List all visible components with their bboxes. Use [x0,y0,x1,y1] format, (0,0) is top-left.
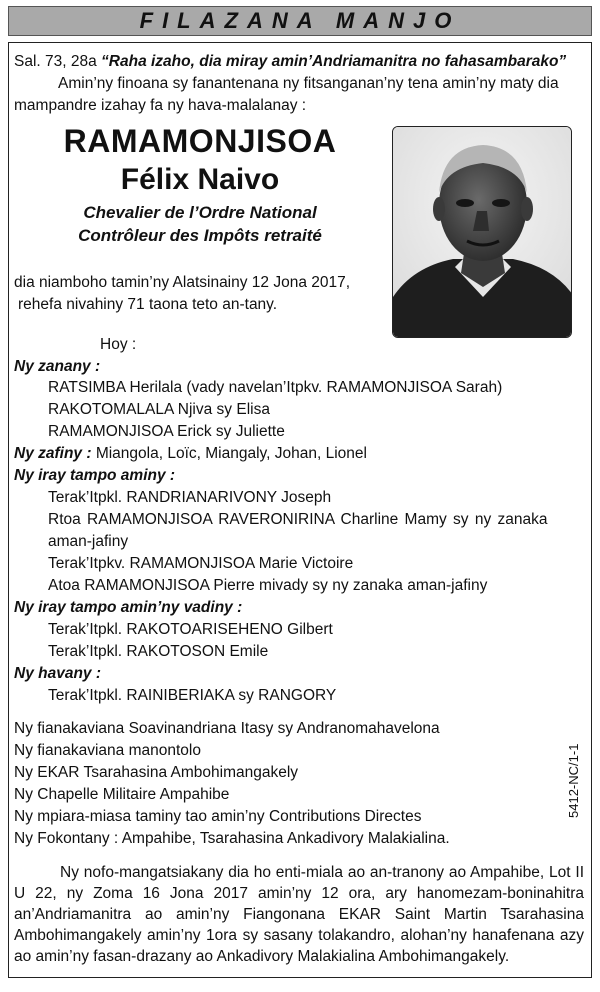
community-item: Ny Chapelle Militaire Ampahibe [14,786,230,803]
deceased-portrait [392,126,572,338]
iray-vady-item: Terak’Itpkl. RAKOTOSON Emile [48,643,269,660]
death-line-2: rehefa nivahiny 71 taona teto an-tany. [18,296,278,313]
havany-item: Terak’Itpkl. RAINIBERIAKA sy RANGORY [48,687,337,704]
verse-ref: Sal. 73, 28a [14,53,97,70]
iray-item: Terak’Itpkl. RANDRIANARIVONY Joseph [48,489,332,506]
zafiny-names: Miangola, Loïc, Miangaly, Johan, Lionel [95,445,367,462]
iray-item: Atoa RAMAMONJISOA Pierre mivady sy ny zanaka aman-jafiny [48,577,488,594]
iray-vady-label: Ny iray tampo amin’ny vadiny : [14,599,243,616]
verse-line [14,51,566,72]
deceased-surname: RAMAMONJISOA [63,123,337,159]
hoy-label: Hoy : [100,336,137,353]
zanany-item: RATSIMBA Herilala (vady navelan’Itpkv. RAMAMONJISOA Sarah) [48,379,503,396]
community-item: Ny Fokontany : Ampahibe, Tsarahasina Ankadivory Malakialina. [14,830,450,847]
portrait-image [393,127,572,338]
zanany-item: RAKOTOMALALA Njiva sy Elisa [48,401,270,418]
notice-reference: 5412-NC/1-1 [566,743,581,818]
header-title: FILAZANA MANJO [139,8,461,33]
community-item: Ny fianakaviana manontolo [14,742,201,759]
deceased-title-2: Contrôleur des Impôts retraité [78,226,322,245]
verse-quote: “Raha izaho, dia miray amin’Andriamanitra no fahasambarako” [101,53,567,70]
community-item: Ny mpiara-miasa taminy tao amin’ny Contributions Directes [14,808,422,825]
community-item: Ny EKAR Tsarahasina Ambohimangakely [14,764,299,781]
notice-header [8,6,592,36]
death-line-1: dia niamboho tamin’ny Alatsinainy 12 Jona 2017, [14,274,351,291]
zanany-label: Ny zanany : [14,358,101,375]
intro-line-1: Amin’ny finoana sy fanantenana ny fitsanganan’ny tena amin’ny maty dia [58,75,559,92]
iray-label: Ny iray tampo aminy : [14,467,176,484]
zanany-item: RAMAMONJISOA Erick sy Juliette [48,423,285,440]
iray-item: Rtoa RAMAMONJISOA RAVERONIRINA Charline Mamy sy ny zanaka [48,511,548,528]
deceased-title-1: Chevalier de l’Ordre National [83,203,317,222]
community-item: Ny fianakaviana Soavinandriana Itasy sy Andranomahavelona [14,720,440,737]
deceased-given-names: Félix Naivo [120,163,280,196]
iray-item-cont: aman-jafiny [48,533,129,550]
zafiny-label: Ny zafiny : [14,445,92,462]
closing-paragraph: Ny nofo-mangatsiakany dia ho enti-miala ao an-tranony ao Ampahibe, Lot II U 22, ny Zoma 16 Jona 2017 amin’ny 12 ora, ary hanomezam-boninahitra an’Andriamanitra ao amin’ny Fiangonana EKAR Saint Martin Tsarahasina Ambohimangakely amin’ny 1ora sy sasany tolakandro, alohan’ny hanafenana azy ao amin’ny fasan-drazany ao Ankadivory Malakialina Ambohimangakely. [14,864,584,965]
iray-item: Terak’Itpkv. RAMAMONJISOA Marie Victoire [48,555,354,572]
havany-label: Ny havany : [14,665,102,682]
intro-line-2: mampandre izahay fa ny hava-malalanay : [14,97,307,114]
zafiny-line [14,443,367,464]
iray-vady-item: Terak’Itpkl. RAKOTOARISEHENO Gilbert [48,621,333,638]
